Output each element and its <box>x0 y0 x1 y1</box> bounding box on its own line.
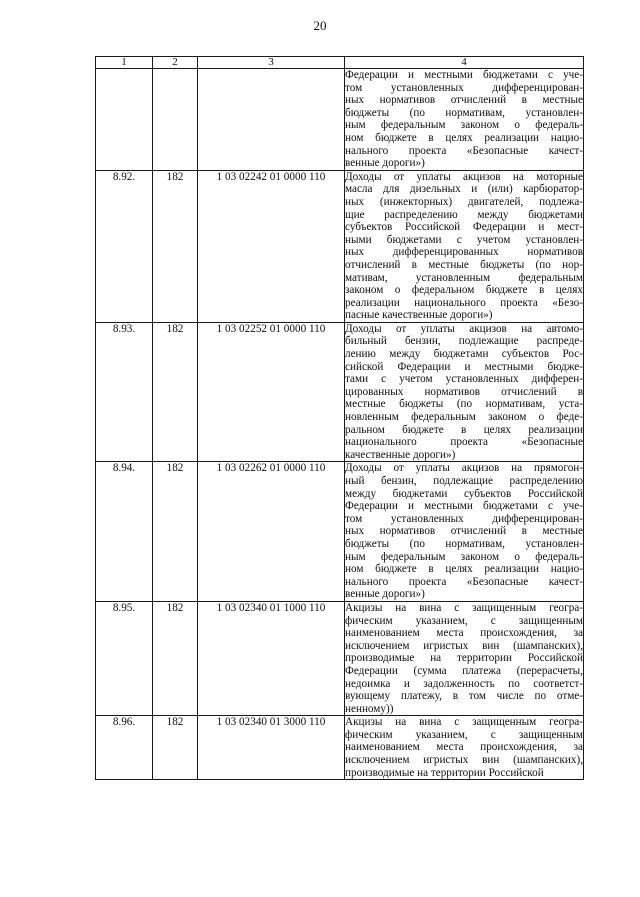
row-number: 8.92. <box>96 170 153 322</box>
administrator-code <box>153 69 198 171</box>
administrator-code: 182 <box>153 601 198 715</box>
header-col-1: 1 <box>96 57 153 69</box>
description-line: ном бюджете в целях реализации нацио- <box>345 131 583 144</box>
description-line: пасные качественные дороги») <box>345 309 493 322</box>
description-line: венные дороги») <box>345 588 425 601</box>
description-line: ных дифференцированных нормативов <box>345 246 583 259</box>
table-row <box>96 322 584 462</box>
description-line: лению между бюджетами субъектов Рос- <box>345 348 583 361</box>
description-line: ном бюджете в целях реализации нацио- <box>345 563 583 576</box>
budget-classification-code: 1 03 02242 01 0000 110 <box>198 170 345 322</box>
description-line: ным федеральным законом о федераль- <box>345 550 583 563</box>
description-line: Акцизы на вина с защищенным геогра- <box>345 716 583 729</box>
description-line: венные дороги») <box>345 157 425 170</box>
description-line: вующему платежу, в том числе по отме- <box>345 690 583 703</box>
description-line: ных (инжекторных) двигателей, подлежа- <box>345 195 583 208</box>
budget-classification-code <box>198 69 345 171</box>
description-line: ральном бюджете в целях реализации <box>345 423 583 436</box>
header-col-2: 2 <box>153 57 198 69</box>
revenue-description <box>345 69 584 171</box>
revenue-description <box>345 601 584 715</box>
description-line: исключением игристых вин (шампанских), <box>345 754 583 767</box>
description-line: производимые на территории Российской <box>345 652 583 665</box>
description-line: недоимка и задолженность по соответст- <box>345 677 583 690</box>
budget-classification-code: 1 03 02252 01 0000 110 <box>198 322 345 462</box>
description-line: Акцизы на вина с защищенным геогра- <box>345 601 583 614</box>
description-line: Федерации (сумма платежа (перерасчеты, <box>345 664 583 677</box>
description-line: фическим указанием, с защищенным <box>345 728 583 741</box>
description-line: качественные дороги») <box>345 448 456 461</box>
description-line: производимые на территории Российской <box>345 766 544 779</box>
administrator-code: 182 <box>153 322 198 462</box>
description-line: фическим указанием, с защищенным <box>345 614 583 627</box>
description-line: тами с учетом установленных дифферен- <box>345 373 583 386</box>
description-line: отчислений в местные бюджеты (по нор- <box>345 258 583 271</box>
description-line: бильный бензин, подлежащие распреде- <box>345 335 583 348</box>
description-line: нального проекта «Безопасные качест- <box>345 144 583 157</box>
description-line: сийской Федерации и местными бюдже- <box>345 360 583 373</box>
description-line: нального проекта «Безопасные качест- <box>345 575 583 588</box>
table-body <box>96 69 584 780</box>
description-line: Федерации и местными бюджетами с уче- <box>345 500 583 513</box>
revenue-description <box>345 170 584 322</box>
description-line: субъектов Российской Федерации и мест- <box>345 221 583 234</box>
row-number: 8.94. <box>96 462 153 602</box>
header-col-4: 4 <box>345 57 584 69</box>
description-line: ных нормативов отчислений в местные <box>345 525 583 538</box>
header-col-3: 3 <box>198 57 345 69</box>
description-line: масла для дизельных и (или) карбюратор- <box>345 183 583 196</box>
row-number: 8.93. <box>96 322 153 462</box>
description-line: национального проекта «Безопасные <box>345 436 583 449</box>
administrator-code: 182 <box>153 170 198 322</box>
table-row <box>96 716 584 780</box>
description-line: наименованием места происхождения, за <box>345 741 583 754</box>
description-line: исключением игристых вин (шампанских), <box>345 639 583 652</box>
description-line: том установленных дифференцирован- <box>345 512 583 525</box>
revenue-codes-table <box>95 56 584 780</box>
description-line: ный бензин, подлежащие распределению <box>345 475 583 487</box>
table-row <box>96 601 584 715</box>
description-line: бюджеты (по нормативам, установлен- <box>345 537 583 550</box>
administrator-code: 182 <box>153 462 198 602</box>
page-number: 20 <box>313 18 327 33</box>
description-line: наименованием места происхождения, за <box>345 627 583 640</box>
administrator-code: 182 <box>153 716 198 780</box>
table-header <box>96 57 584 69</box>
description-line: мативам, установленным федеральным <box>345 271 583 284</box>
budget-classification-code: 1 03 02340 01 1000 110 <box>198 601 345 715</box>
description-line: новленным федеральным законом о феде- <box>345 411 583 424</box>
description-line: Доходы от уплаты акцизов на прямогон- <box>345 462 583 475</box>
row-number <box>96 69 153 171</box>
description-line: реализации национального проекта «Безо- <box>345 296 583 309</box>
description-line: ными бюджетами с учетом установлен- <box>345 233 583 246</box>
description-line: Федерации и местными бюджетами с уче- <box>345 69 583 81</box>
row-number: 8.96. <box>96 716 153 780</box>
description-line: бюджеты (по нормативам, установлен- <box>345 106 583 119</box>
description-line: ненному)) <box>345 702 394 715</box>
description-line: Доходы от уплаты акцизов на моторные <box>345 170 583 183</box>
description-line: ных нормативов отчислений в местные <box>345 94 583 107</box>
description-line: между бюджетами субъектов Российской <box>345 487 583 500</box>
table-row <box>96 170 584 322</box>
description-line: том установленных дифференцирован- <box>345 81 583 94</box>
description-line: ным федеральным законом о федераль- <box>345 119 583 132</box>
revenue-description <box>345 716 584 780</box>
header-row <box>96 57 584 69</box>
table-row <box>96 462 584 602</box>
table-row <box>96 69 584 171</box>
description-line: щие распределению между бюджетами <box>345 208 583 221</box>
revenue-description <box>345 462 584 602</box>
description-line: законом о федеральном бюджете в целях <box>345 284 583 297</box>
description-line: цированных нормативов отчислений в <box>345 385 583 398</box>
description-line: Доходы от уплаты акцизов на автомо- <box>345 322 583 335</box>
revenue-description <box>345 322 584 462</box>
row-number: 8.95. <box>96 601 153 715</box>
description-line: местные бюджеты (по нормативам, уста- <box>345 398 583 411</box>
budget-classification-code: 1 03 02262 01 0000 110 <box>198 462 345 602</box>
budget-classification-code: 1 03 02340 01 3000 110 <box>198 716 345 780</box>
